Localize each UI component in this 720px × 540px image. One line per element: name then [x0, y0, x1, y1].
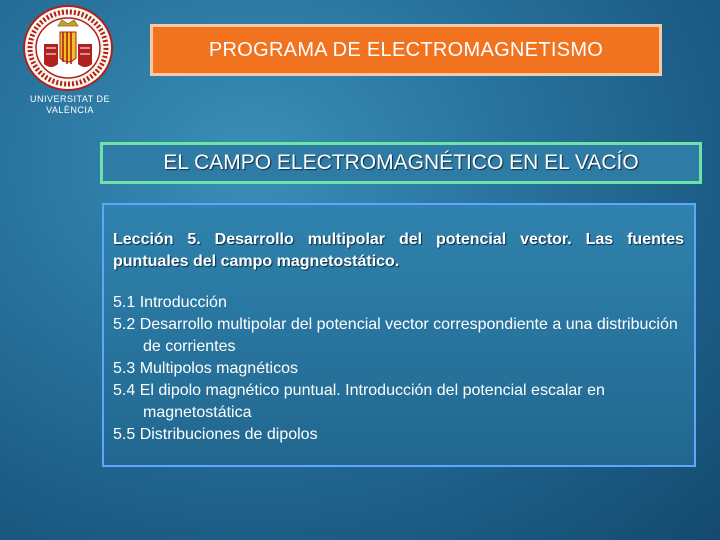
- lesson-topic-item: 5.1 Introducción: [113, 294, 227, 311]
- lesson-content-box: [102, 203, 696, 467]
- lesson-topic-item: 5.5 Distribuciones de dipolos: [113, 426, 318, 443]
- lesson-title: Lección 5. Desarrollo multipolar del potencial vector. Las fuentes puntuales del campo magnetostático.: [113, 231, 684, 270]
- lesson-topic-item: 5.4 El dipolo magnético puntual. Introducción del potencial escalar en magnetostática: [113, 382, 605, 421]
- university-name: UNIVERSITAT DE VALÈNCIA: [29, 94, 110, 115]
- topic-title: EL CAMPO ELECTROMAGNÉTICO EN EL VACÍO: [100, 142, 702, 184]
- lesson-topic-list: [113, 292, 684, 446]
- university-seal-icon: [22, 4, 114, 92]
- lesson-topic-item: 5.2 Desarrollo multipolar del potencial vector correspondiente a una distribución de corrientes: [113, 316, 678, 355]
- program-title: PROGRAMA DE ELECTROMAGNETISMO: [150, 24, 662, 76]
- lesson-topic-item: 5.3 Multipolos magnéticos: [113, 360, 298, 377]
